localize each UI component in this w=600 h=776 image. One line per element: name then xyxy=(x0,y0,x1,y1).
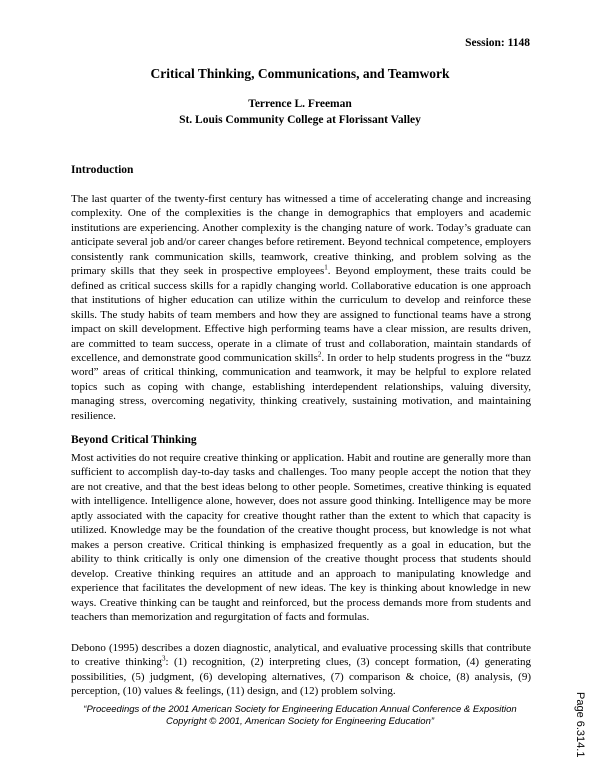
author-affiliation: St. Louis Community College at Florissant Valley xyxy=(179,114,421,126)
section-heading-beyond-critical-thinking: Beyond Critical Thinking xyxy=(71,434,197,446)
intro-text-part-3: . In order to help students progress in the “buzz word” areas of critical thinking, communication and teamwork, it may be helpful to explore related topics such as coping with change, establishing interdependent relationships, valuing diversity, managing stress, overcoming negativity, thinking creatively, sustaining motivation, and maintaining resilience. xyxy=(71,351,531,422)
beyond-paragraph-2 xyxy=(71,641,531,699)
session-label: Session: 1148 xyxy=(465,37,530,49)
author-name: Terrence L. Freeman xyxy=(248,98,352,110)
beyond-p2-part-1: Debono (1995) describes a dozen diagnostic, analytical, and evaluative processing skills that contribute to creative thinking xyxy=(71,642,531,669)
page-number: Page 6.314.1 xyxy=(574,692,586,758)
intro-text-part-2: . Beyond employment, these traits could be defined as critical success skills for a rapidly changing world. Collaborative education is one approach that institutions of higher education can utilize within the curriculum to develop and reinforce these skills. The study habits of team members and how they are assigned to functional teams have a strong impact on skill development. Effective high performing teams have a clear mission, are results driven, are committed to team success, operate in a climate of trust and collaboration, maintain standards of excellence, and demonstrate good communication skills xyxy=(71,265,531,364)
author-block xyxy=(0,96,600,128)
paper-title: Critical Thinking, Communications, and Teamwork xyxy=(150,66,450,81)
beyond-paragraph-1: Most activities do not require creative thinking or application. Habit and routine are generally more than sufficient to accomplish day-to-day tasks and challenges. Too many people accept the notion that they are not creative, and that the best ideas belong to other people. Sometimes, creative thinking is equated with intelligence. Intelligence alone, however, does not assure good thinking. Intelligence may be more aptly associated with the capacity for creative thought rather than the extent to which that capacity is utilized. Knowledge may be the foundation of the creative thought process, but knowledge is not what makes a person creative. Critical thinking is emphasized frequently as a goal in education, but the ability to think critically is only one dimension of the creative thought process that students should develop. Creative thinking requires an attitude and an approach to manipulating knowledge and experience that facilitates the development of new ideas. The key is thinking about knowledge in new ways. Creative thinking can be taught and reinforced, but the process demands more from students and teachers than memorization and regurgitation of facts and formulas. xyxy=(71,452,531,623)
footnote-ref-2: 2 xyxy=(317,350,322,359)
section-heading-introduction: Introduction xyxy=(71,164,134,176)
footnote-ref-3: 3 xyxy=(162,654,166,663)
introduction-paragraph xyxy=(71,192,531,423)
proceedings-footer xyxy=(0,704,600,728)
intro-text-part-1: The last quarter of the twenty-first century has witnessed a time of accelerating change and increasing complexity. One of the complexities is the change in demographics that employers and academic institutions are experiencing. Another complexity is the changing nature of work. Today’s graduate can anticipate several job and/or career changes before retirement. Beyond technical competence, employers consistently rank communication skills, teamwork, creative thinking, and problem solving as the primary skills that they seek in prospective employees xyxy=(71,193,531,278)
footer-line-2: Copyright © 2001, American Society for Engineering Education” xyxy=(165,716,435,727)
footer-line-1: “Proceedings of the 2001 American Society for Engineering Education Annual Conference & Exposition xyxy=(83,704,517,715)
footnote-ref-1: 1 xyxy=(324,263,328,272)
beyond-p2-part-2: : (1) recognition, (2) interpreting clues, (3) concept formation, (4) generating possibilities, (5) judgment, (6) developing alternatives, (7) comparison & choice, (8) analysis, (9) perception, (10) values & feelings, (11) design, and (12) problem solving. xyxy=(71,656,531,698)
